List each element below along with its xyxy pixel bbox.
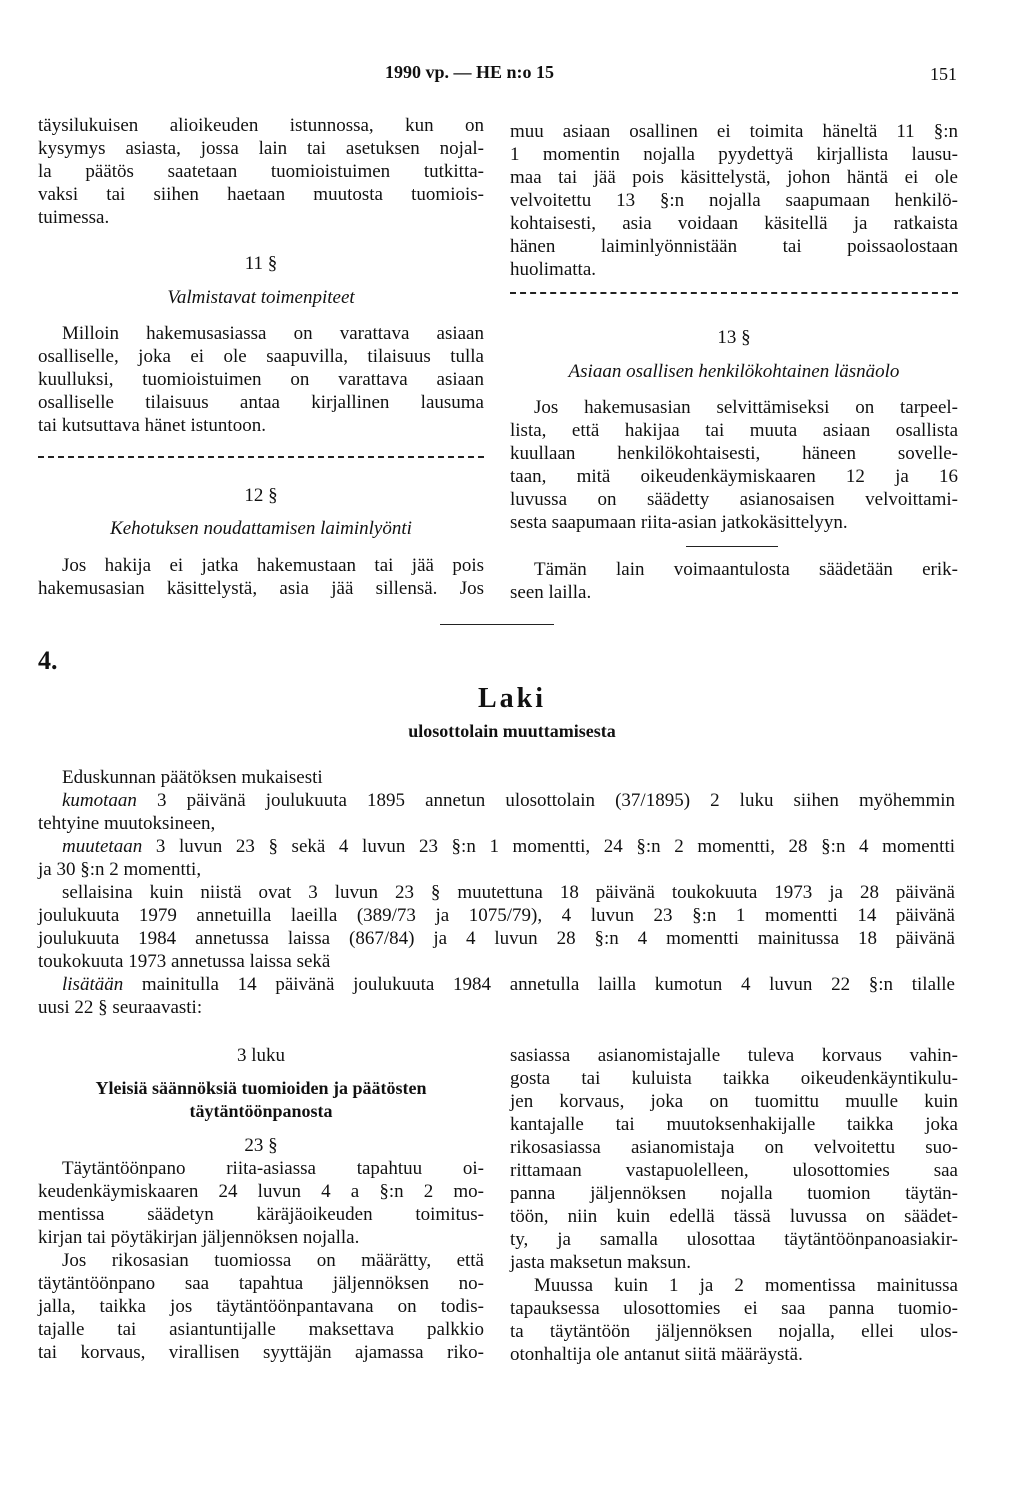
section-23-number: 23 § [244,1135,278,1156]
text-line: osalliselle tilaisuus antaa kirjallinen lausuma [38,392,484,413]
text-line: sesta saapumaan riita-asian jatkokäsittelyyn. [510,512,848,533]
section-divider [686,546,778,547]
text-line: la päätös saatetaan tuomioistuimen tutkitta- [38,161,484,182]
lisataan-line [62,973,955,996]
muutetaan-text: 3 luvun 23 § sekä 4 luvun 23 §:n 1 momentti, 24 §:n 2 momentti, 28 §:n 4 momentti [142,836,955,857]
keyword-kumotaan: kumotaan [62,790,137,811]
kumotaan-line [62,789,955,812]
text-line: joulukuuta 1984 annetussa laissa (867/84) ja 4 luvun 28 §:n 4 momentti mainitussa 18 päivänä [38,928,955,949]
chapter-number: 3 luku [236,1045,286,1066]
chapter-title: Yleisiä säännöksiä tuomioiden ja päätösten [95,1078,427,1098]
text-line: lista, että hakijaa tai muuta asiaan osallista [510,420,958,441]
text-line: Tämän lain voimaantulosta säädetään erik- [534,559,958,580]
section-11-number: 11 § [244,253,278,274]
lisataan-text: mainitulla 14 päivänä joulukuuta 1984 annetulla lailla kumotun 4 luvun 22 §:n tilalle [123,974,955,995]
muutetaan-line [62,835,955,858]
text-line: ja 30 §:n 2 momentti, [38,859,202,880]
text-line: jen korvaus, joka on tuomittu muulle kuin [510,1091,958,1112]
text-line: tai korvaus, virallisen syyttäjän ajamassa riko- [38,1342,484,1363]
text-line: mentissa säädetyn käräjäoikeuden toimitus- [38,1204,484,1225]
text-line: maa tai jää pois käsittelystä, johon häntä ei ole [510,167,958,188]
chapter-title: täytäntöönpanosta [189,1101,333,1121]
text-line: kuulluksi, tuomioistuimen on varattava asiaan [38,369,484,390]
text-line: kirjan tai pöytäkirjan jäljennöksen nojalla. [38,1227,360,1248]
text-line: rittamaan vastapuolelleen, ulosottomies saa [510,1160,958,1181]
keyword-muutetaan: muutetaan [62,836,143,857]
page-number: 151 [930,64,957,84]
text-line: Milloin hakemusasiassa on varattava asiaan [62,323,484,344]
text-line: tehtyine muutoksineen, [38,813,216,834]
text-line: tai kutsuttava hänet istuntoon. [38,415,266,436]
text-line: taan, mitä oikeudenkäymiskaaren 12 ja 16 [510,466,958,487]
kumotaan-text: 3 päivänä joulukuuta 1895 annetun ulosottolain (37/1895) 2 luku siihen myöhemmin [136,790,955,811]
text-line: Jos hakija ei jatka hakemustaan tai jää pois [62,555,484,576]
keyword-lisataan: lisätään [62,974,124,995]
running-header: 1990 vp. — HE n:o 15 [385,62,555,82]
act-separator [440,624,554,625]
text-line: toukokuuta 1973 annetussa laissa sekä [38,951,331,972]
section-13-title: Asiaan osallisen henkilökohtainen läsnäolo [568,361,900,382]
text-line: ta täytäntöön jäljennöksen nojalla, ellei ulos- [510,1321,958,1342]
text-line: Muussa kuin 1 ja 2 momentissa mainitussa [534,1275,958,1296]
item-number: 4. [38,646,58,675]
text-line: huolimatta. [510,259,597,280]
text-line: Jos rikosasian tuomiossa on määrätty, että [62,1250,484,1271]
text-line: jalla, taikka jos täytäntöönpantavana on todis- [38,1296,484,1317]
preamble-line: Eduskunnan päätöksen mukaisesti [62,767,323,788]
text-line: hänen laiminlyönnistään tai poissaolostaan [510,236,958,257]
section-12-title: Kehotuksen noudattamisen laiminlyönti [110,518,412,539]
text-line: tapauksessa ulosottomies ei saa panna tuomio- [510,1298,958,1319]
text-line: ty, ja samalla ulosottaa täytäntöönpanoasiakir- [510,1229,958,1250]
section-11-title: Valmistavat toimenpiteet [167,287,355,308]
text-line: tuimessa. [38,207,110,228]
text-line: rikosasiassa asianomistaja on velvoitettu suo- [510,1137,958,1158]
text-line: töön, niin kuin edellä tässä luvussa on säädet- [510,1206,958,1227]
text-line: kuullaan henkilökohtaisesti, häneen sovelle- [510,443,958,464]
section-12-number: 12 § [244,485,278,506]
text-line: Jos hakemusasian selvittämiseksi on tarpeel- [534,397,958,418]
text-line: vaksi tai siihen haetaan muutosta tuomiois- [38,184,484,205]
text-line: sellaisina kuin niistä ovat 3 luvun 23 § muutettuna 18 päivänä toukokuuta 1973 ja 28 päivänä [62,882,955,903]
text-line: seen lailla. [510,582,592,603]
omission-dashes [38,456,484,458]
text-line: velvoitettu 13 §:n nojalla saapumaan henkilö- [510,190,958,211]
law-subtitle: ulosottolain muuttamisesta [408,721,616,741]
text-line: gosta tai kuluista taikka oikeudenkäyntikulu- [510,1068,958,1089]
text-line: osalliselle, joka ei ole saapuvilla, tilaisuus tulla [38,346,484,367]
text-line: täytäntöönpano saa tapahtua jäljennöksen no- [38,1273,484,1294]
text-line: Täytäntöönpano riita-asiassa tapahtuu oi- [62,1158,484,1179]
text-line: uusi 22 § seuraavasti: [38,997,203,1018]
omission-dashes [510,292,958,294]
section-13-number: 13 § [717,327,751,348]
text-line: hakemusasian käsittelystä, asia jää sillensä. Jos [38,578,484,599]
text-line: jasta maksetun maksun. [510,1252,691,1273]
text-line: kantajalle tai muutoksenhakijalle taikka joka [510,1114,958,1135]
text-line: kohtaisesti, asia voidaan käsitellä ja ratkaista [510,213,958,234]
text-line: muu asiaan osallinen ei toimita häneltä 11 §:n [510,121,958,142]
text-line: otonhaltija ole antanut siitä määräystä. [510,1344,803,1365]
text-line: keudenkäymiskaaren 24 luvun 4 a §:n 2 mo- [38,1181,484,1202]
law-title: Laki [477,683,547,714]
text-line: tajalle tai asiantuntijalle maksettava palkkio [38,1319,484,1340]
text-line: täysilukuisen alioikeuden istunnossa, kun on [38,115,484,136]
text-line: kysymys asiasta, jossa lain tai asetuksen nojal- [38,138,484,159]
text-line: joulukuuta 1979 annetuilla laeilla (389/73 ja 1075/79), 4 luvun 23 §:n 1 momentti 14 päivänä [38,905,955,926]
text-line: panna jäljennöksen nojalla tuomion täytän- [510,1183,958,1204]
text-line: sasiassa asianomistajalle tuleva korvaus vahin- [510,1045,958,1066]
text-line: 1 momentin nojalla pyydettyä kirjallista lausu- [510,144,958,165]
text-line: luvussa on säädetty asianosaisen velvoittami- [510,489,958,510]
